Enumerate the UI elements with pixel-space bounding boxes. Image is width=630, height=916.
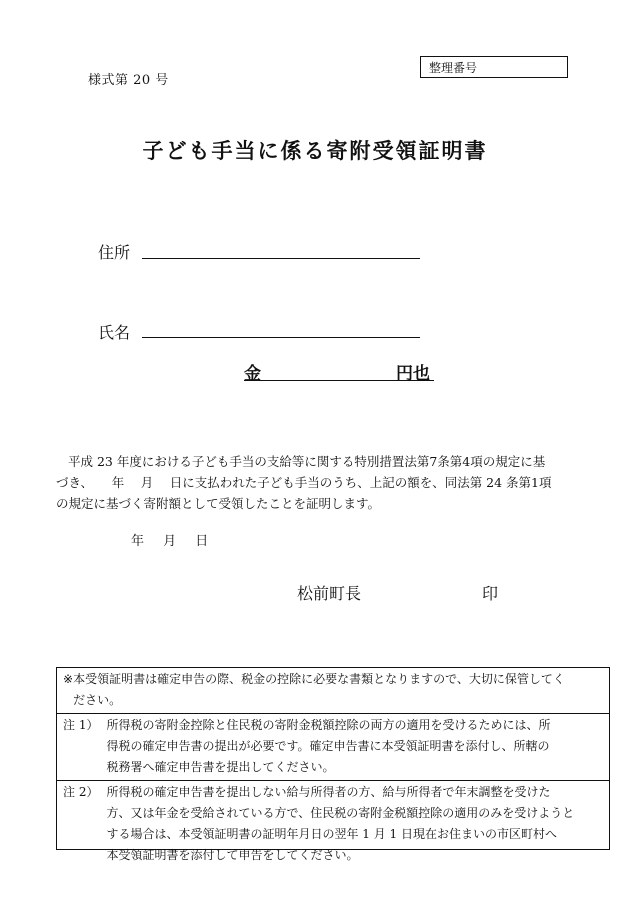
amount-prefix: 金 — [244, 364, 261, 384]
notice-line: 税務署へ確定申告書を提出してください。 — [106, 760, 335, 774]
notice-main-mark: ※ — [63, 672, 74, 686]
statement-line: の規定に基づく寄附額として受領したことを証明します。 — [56, 496, 381, 511]
statement-line: 平成 23 年度における子ども手当の支給等に関する特別措置法第7条第4項の規定に基 — [68, 454, 546, 469]
notice-box — [56, 667, 610, 862]
notice-line: 所得税の寄附金控除と住民税の寄附金税額控除の両方の適用を受けるためには、所 — [106, 718, 551, 732]
amount-suffix: 円也 — [396, 364, 430, 384]
certification-date: 年 月 日 — [131, 534, 209, 549]
notice-note-2 — [57, 780, 609, 868]
statement-line: づき、 年 月 日に支払われた子ども手当のうち、上記の額を、同法第 24 条第1項 — [56, 475, 552, 490]
issuer-name: 松前町長 — [297, 584, 362, 603]
document-title: 子ども手当に係る寄附受領証明書 — [142, 138, 488, 163]
seal-mark: 印 — [482, 584, 499, 603]
notice-line: ださい。 — [73, 693, 122, 707]
name-label: 氏名 — [98, 323, 131, 342]
reference-number-label: 整理番号 — [429, 61, 478, 75]
notice-line: する場合は、本受領証明書の証明年月日の翌年 1 月 1 日現在お住まいの市区町村へ — [106, 827, 557, 841]
notice-line: 所得税の確定申告書を提出しない給与所得者の方、給与所得者で年末調整を受けた — [106, 785, 551, 799]
amount-field-line[interactable] — [244, 380, 434, 381]
note-1-mark: 注 1） — [63, 718, 99, 732]
certification-statement — [56, 451, 586, 514]
note-2-mark: 注 2） — [63, 785, 99, 799]
address-field-line[interactable] — [142, 258, 420, 259]
name-field-line[interactable] — [142, 337, 420, 338]
notice-line: 得税の確定申告書の提出が必要です。確定申告書に本受領証明書を添付し、所轄の — [106, 739, 550, 753]
form-number: 様式第 20 号 — [88, 73, 169, 88]
notice-main — [57, 668, 609, 713]
notice-line: 本受領証明書は確定申告の際、税金の控除に必要な書類となりますので、大切に保管してく — [73, 672, 565, 686]
reference-number-box[interactable] — [420, 56, 568, 78]
address-label: 住所 — [98, 243, 131, 262]
notice-note-1 — [57, 713, 609, 780]
notice-line: 方、又は年金を受給されている方で、住民税の寄附金税額控除の適用のみを受けようと — [106, 806, 575, 820]
notice-line: 本受領証明書を添付して申告をしてください。 — [106, 848, 359, 862]
